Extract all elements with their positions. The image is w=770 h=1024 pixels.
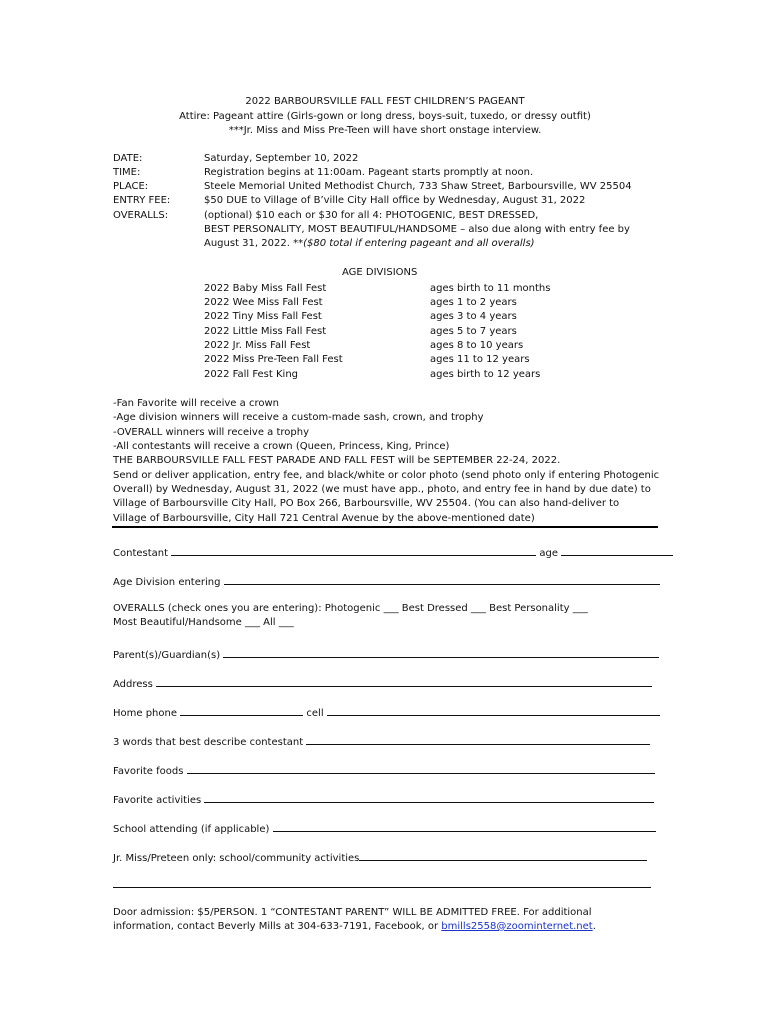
parents-row (113, 646, 659, 663)
age-input[interactable] (561, 544, 673, 556)
division-ages: ages birth to 11 months (430, 283, 551, 294)
overalls-value-line2: BEST PERSONALITY, MOST BEAUTIFUL/HANDSOME – also due along with entry fee by (204, 224, 630, 235)
footer-admission: Door admission: $5/PERSON. 1 “CONTESTANT PARENT” WILL BE ADMITTED FREE. For additional (113, 907, 592, 918)
activities-row (113, 791, 654, 808)
age-divisions-heading: AGE DIVISIONS (342, 267, 418, 278)
contact-email-link[interactable]: bmills2558@zoominternet.net (441, 921, 593, 932)
division-ages: ages 1 to 2 years (430, 297, 517, 308)
contestant-row (113, 544, 673, 561)
attire-line: Attire: Pageant attire (Girls-gown or long dress, boys-suit, tuxedo, or dressy outfit) (179, 111, 591, 122)
age-division-input[interactable] (224, 573, 660, 585)
foods-row (113, 762, 655, 779)
division-ages: ages 11 to 12 years (430, 354, 530, 365)
entry-fee-label: ENTRY FEE: (113, 195, 171, 206)
extra-activities-input[interactable] (113, 876, 651, 888)
note-line: Overall) by Wednesday, August 31, 2022 (we must have app., photo, and entry fee in hand by due date) to (113, 484, 651, 495)
division-ages: ages 5 to 7 years (430, 326, 517, 337)
time-value: Registration begins at 11:00am. Pageant starts promptly at noon. (204, 167, 534, 178)
note-line: THE BARBOURSVILLE FALL FEST PARADE AND FALL FEST will be SEPTEMBER 22-24, 2022. (113, 455, 561, 466)
cell-label: cell (306, 708, 324, 719)
age-division-label: Age Division entering (113, 577, 221, 588)
division-name: 2022 Miss Pre-Teen Fall Fest (204, 354, 343, 365)
three-words-label: 3 words that best describe contestant (113, 737, 304, 748)
division-ages: ages 8 to 10 years (430, 340, 524, 351)
division-ages: ages birth to 12 years (430, 369, 541, 380)
home-phone-input[interactable] (180, 704, 303, 716)
school-label: School attending (if applicable) (113, 824, 270, 835)
division-name: 2022 Baby Miss Fall Fest (204, 283, 327, 294)
blank-line-row (113, 876, 651, 893)
note-line: -Age division winners will receive a custom-made sash, crown, and trophy (113, 412, 484, 423)
phone-row (113, 704, 660, 721)
footer-contact (113, 920, 596, 934)
address-label: Address (113, 679, 153, 690)
entry-fee-value: $50 DUE to Village of B’ville City Hall office by Wednesday, August 31, 2022 (204, 195, 586, 206)
footer-contact-text: information, contact Beverly Mills at 304-633-7191, Facebook, or (113, 921, 442, 932)
section-divider (112, 526, 658, 528)
division-ages: ages 3 to 4 years (430, 311, 517, 322)
note-line: -Fan Favorite will receive a crown (113, 398, 279, 409)
address-row (113, 675, 652, 692)
note-line: -OVERALL winners will receive a trophy (113, 427, 309, 438)
foods-label: Favorite foods (113, 766, 184, 777)
note-line: Send or deliver application, entry fee, and black/white or color photo (send photo only if entering Photogenic (113, 470, 660, 481)
three-words-row (113, 733, 650, 750)
division-name: 2022 Little Miss Fall Fest (204, 326, 327, 337)
cell-input[interactable] (327, 704, 660, 716)
date-label: DATE: (113, 153, 143, 164)
overalls-checklist[interactable]: OVERALLS (check ones you are entering): Photogenic ___ Best Dressed ___ Best Personality ___ (113, 603, 588, 614)
footer-period: . (592, 921, 596, 932)
parents-label: Parent(s)/Guardian(s) (113, 650, 221, 661)
overalls-total-note: **($80 total if entering pageant and all overalls) (293, 238, 535, 249)
contestant-label: Contestant (113, 548, 169, 559)
place-label: PLACE: (113, 181, 149, 192)
activities-input[interactable] (204, 791, 654, 803)
school-row (113, 820, 656, 837)
foods-input[interactable] (187, 762, 655, 774)
address-input[interactable] (156, 675, 652, 687)
interview-note: ***Jr. Miss and Miss Pre-Teen will have short onstage interview. (228, 125, 542, 136)
date-value: Saturday, September 10, 2022 (204, 153, 359, 164)
age-division-row (113, 573, 660, 590)
division-name: 2022 Fall Fest King (204, 369, 299, 380)
three-words-input[interactable] (306, 733, 650, 745)
jr-miss-row (113, 849, 647, 866)
school-input[interactable] (273, 820, 656, 832)
overalls-deadline: August 31, 2022. (204, 238, 294, 249)
overalls-value-line1: (optional) $10 each or $30 for all 4: PHOTOGENIC, BEST DRESSED, (204, 210, 539, 221)
parents-input[interactable] (223, 646, 659, 658)
overalls-checklist-2[interactable]: Most Beautiful/Handsome ___ All ___ (113, 617, 294, 628)
division-name: 2022 Wee Miss Fall Fest (204, 297, 323, 308)
contestant-input[interactable] (171, 544, 536, 556)
activities-label: Favorite activities (113, 795, 202, 806)
home-phone-label: Home phone (113, 708, 178, 719)
place-value: Steele Memorial United Methodist Church, 733 Shaw Street, Barboursville, WV 25504 (204, 181, 632, 192)
time-label: TIME: (113, 167, 141, 178)
age-label: age (539, 548, 559, 559)
overalls-label: OVERALLS: (113, 210, 169, 221)
document-title: 2022 BARBOURSVILLE FALL FEST CHILDREN’S PAGEANT (245, 96, 525, 107)
jr-miss-label: Jr. Miss/Preteen only: school/community activities (113, 853, 360, 864)
overalls-value-line3 (204, 237, 535, 251)
note-line: Village of Barboursville, City Hall 721 Central Avenue by the above-mentioned date) (113, 513, 535, 524)
note-line: Village of Barboursville City Hall, PO Box 266, Barboursville, WV 25504. (You can also hand-deliver to (113, 498, 620, 509)
division-name: 2022 Jr. Miss Fall Fest (204, 340, 311, 351)
division-name: 2022 Tiny Miss Fall Fest (204, 311, 322, 322)
jr-miss-input[interactable] (359, 849, 647, 861)
note-line: -All contestants will receive a crown (Queen, Princess, King, Prince) (113, 441, 450, 452)
